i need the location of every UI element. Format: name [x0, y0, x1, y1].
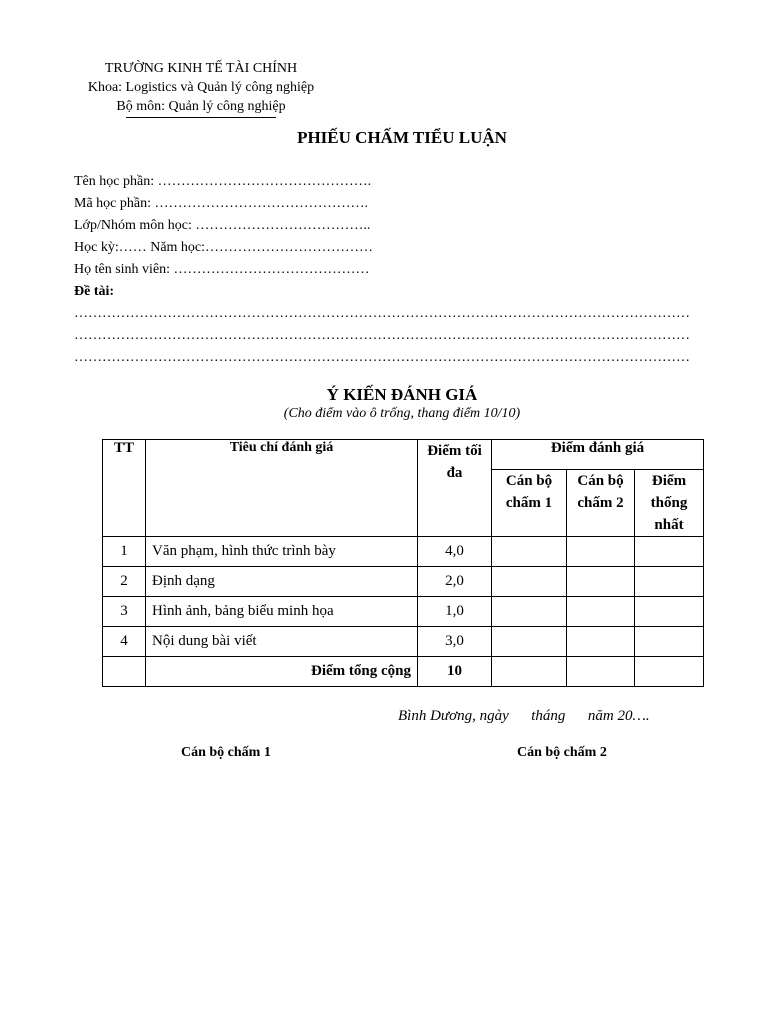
row-max: 4,0 — [418, 537, 492, 567]
evaluation-title: Ý KIẾN ĐÁNH GIÁ — [326, 385, 478, 404]
date-line: Bình Dương, ngày tháng năm 20…. — [398, 708, 650, 724]
header-agreed: Điểm thống nhất — [635, 470, 704, 537]
grader2-total-cell[interactable] — [567, 657, 635, 687]
row-tt: 2 — [103, 567, 146, 597]
row-max: 1,0 — [418, 597, 492, 627]
topic-line: …………………………………………………………………………………………………………………… — [74, 350, 690, 365]
table-header-row — [103, 440, 704, 470]
topic-lines — [74, 303, 724, 369]
class-group-field: Lớp/Nhóm môn học: ……………………………….. — [74, 218, 371, 233]
topic-line: …………………………………………………………………………………………………………………… — [74, 328, 690, 343]
header-grader1: Cán bộ chấm 1 — [492, 470, 567, 537]
signer2-label: Cán bộ chấm 2 — [517, 745, 607, 760]
row-criteria: Văn phạm, hình thức trình bày — [146, 537, 418, 567]
grader2-score-cell[interactable] — [567, 537, 635, 567]
agreed-total-cell[interactable] — [635, 657, 704, 687]
school-header — [60, 59, 342, 118]
course-code-field: Mã học phần: ………………………………………. — [74, 196, 368, 211]
agreed-score-cell[interactable] — [635, 597, 704, 627]
grader1-total-cell[interactable] — [492, 657, 567, 687]
topic-line: …………………………………………………………………………………………………………………… — [74, 306, 690, 321]
faculty-name: Khoa: Logistics và Quản lý công nghiệp — [87, 80, 315, 95]
semester-year-field: Học kỳ:…… Năm học:……………………………… — [74, 240, 374, 255]
grader2-score-cell[interactable] — [567, 597, 635, 627]
total-label: Điểm tổng cộng — [146, 657, 418, 687]
header-underline — [126, 117, 276, 118]
agreed-score-cell[interactable] — [635, 537, 704, 567]
table-row — [103, 537, 704, 567]
table-row — [103, 567, 704, 597]
row-max: 3,0 — [418, 627, 492, 657]
info-fields — [74, 171, 373, 303]
department-name: Bộ môn: Quản lý công nghiệp — [116, 99, 286, 114]
table-row — [103, 627, 704, 657]
grading-table — [102, 439, 704, 687]
row-criteria: Hình ảnh, bảng biểu minh họa — [146, 597, 418, 627]
grader1-score-cell[interactable] — [492, 537, 567, 567]
topic-label: Đề tài: — [74, 284, 115, 299]
grader1-score-cell[interactable] — [492, 627, 567, 657]
total-empty-cell — [103, 657, 146, 687]
header-tt: TT — [103, 440, 146, 537]
total-value: 10 — [418, 657, 492, 687]
student-name-field: Họ tên sinh viên: …………………………………… — [74, 262, 370, 277]
header-max-score: Điểm tối đa — [418, 440, 492, 537]
grader1-score-cell[interactable] — [492, 567, 567, 597]
grader2-score-cell[interactable] — [567, 567, 635, 597]
document-title: PHIẾU CHẤM TIỂU LUẬN — [297, 128, 507, 147]
header-grader2: Cán bộ chấm 2 — [567, 470, 635, 537]
signer1-label: Cán bộ chấm 1 — [181, 745, 271, 760]
row-tt: 4 — [103, 627, 146, 657]
total-row — [103, 657, 704, 687]
row-tt: 3 — [103, 597, 146, 627]
header-score-group: Điểm đánh giá — [492, 440, 704, 470]
agreed-score-cell[interactable] — [635, 567, 704, 597]
course-name-field: Tên học phần: ………………………………………. — [74, 174, 372, 189]
row-criteria: Định dạng — [146, 567, 418, 597]
row-max: 2,0 — [418, 567, 492, 597]
agreed-score-cell[interactable] — [635, 627, 704, 657]
grader2-score-cell[interactable] — [567, 627, 635, 657]
grader1-score-cell[interactable] — [492, 597, 567, 627]
header-criteria: Tiêu chí đánh giá — [146, 440, 418, 537]
evaluation-subtitle: (Cho điểm vào ô trống, thang điểm 10/10) — [283, 406, 521, 421]
row-tt: 1 — [103, 537, 146, 567]
table-row — [103, 597, 704, 627]
school-name: TRƯỜNG KINH TẾ TÀI CHÍNH — [104, 61, 298, 76]
row-criteria: Nội dung bài viết — [146, 627, 418, 657]
